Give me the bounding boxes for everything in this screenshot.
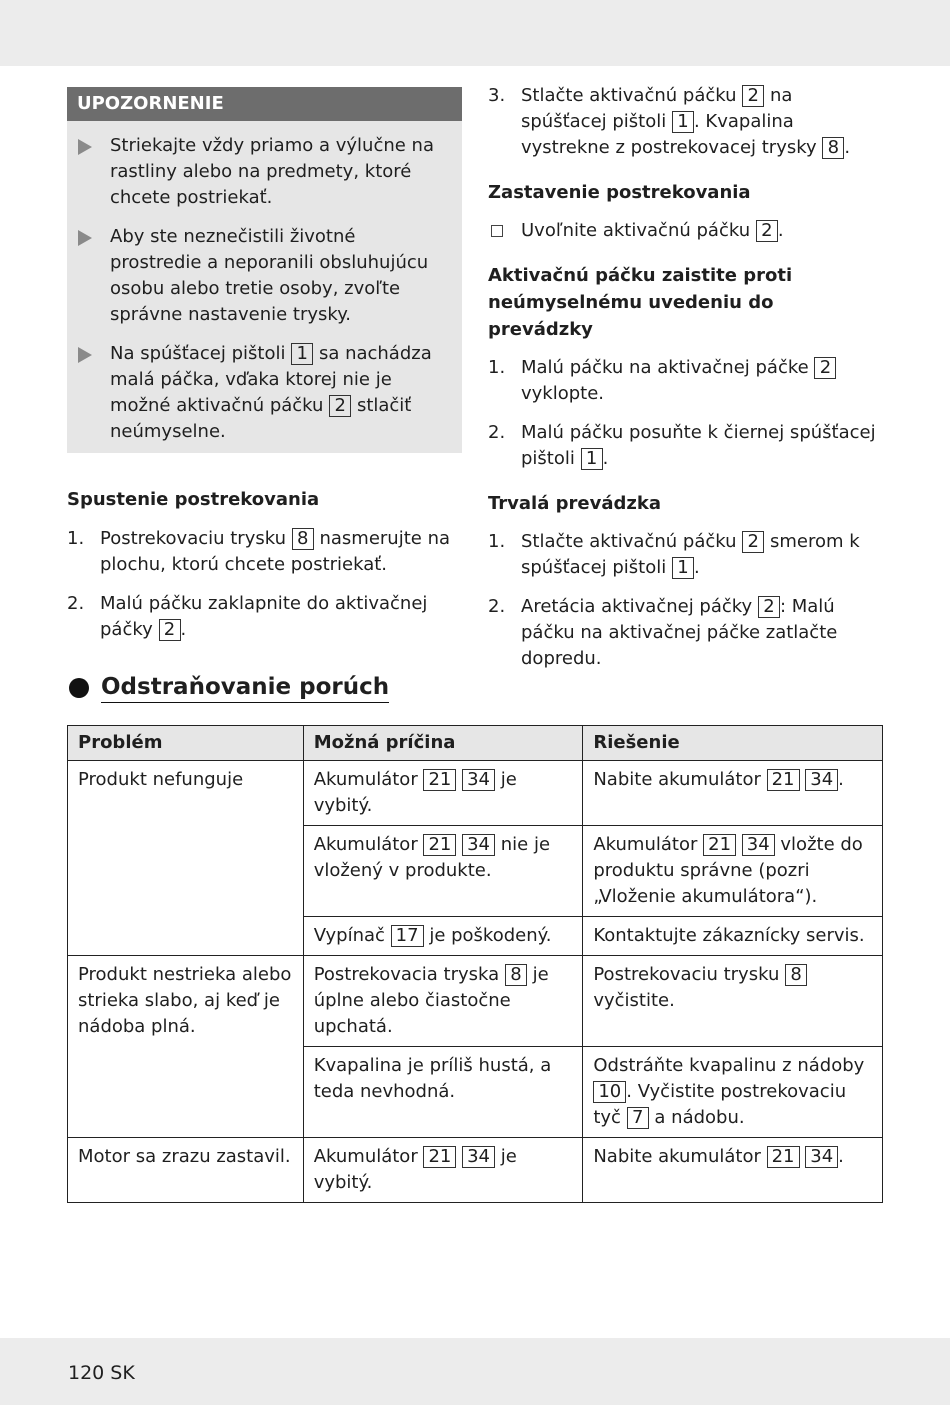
left-column (67, 87, 462, 643)
section-heading: Spustenie postrekovania (67, 489, 320, 510)
troubleshooting-table (67, 725, 883, 1203)
column-header: Riešenie (583, 726, 883, 761)
triangle-bullet-icon (78, 347, 92, 363)
table-header-row (68, 726, 883, 761)
ref-number: 1 (581, 448, 603, 470)
column-header: Problém (68, 726, 304, 761)
warning-item: Striekajte vždy priamo a výlučne na rastliny alebo na predmety, ktoré chcete postriekať. (67, 133, 462, 211)
right-column (488, 83, 883, 672)
triangle-bullet-icon (78, 139, 92, 155)
table-row (68, 761, 883, 826)
solution-cell: Nabite akumulátor 21 34 . (583, 761, 883, 826)
warning-title: UPOZORNENIE (67, 87, 462, 121)
ref-number: 1 (291, 343, 313, 365)
ref-number: 2 (742, 85, 764, 107)
section-heading: Zastavenie postrekovania (488, 182, 751, 203)
list-item: 1. Postrekovaciu trysku 8 nasmerujte na plochu, ktorú chcete postriekať. (67, 528, 451, 575)
list-item: 2. Malú páčku zaklapnite do aktivačnej páčky 2 . (67, 593, 428, 640)
warning-item: Na spúšťacej pištoli 1 sa nachádza malá páčka, vďaka ktorej nie je možné aktivačnú páčku 2 stlačiť neúmyselne. (67, 341, 462, 449)
ref-number: 2 (329, 395, 351, 417)
list-item: 2. Malú páčku posuňte k čiernej spúšťacej pištoli 1 . (488, 422, 876, 469)
list-item: 1. Stlačte aktivačnú páčku 2 smerom k spúšťacej pištoli 1 . (488, 531, 860, 578)
solution-cell: Kontaktujte zákaznícky servis. (583, 917, 883, 956)
cause-cell: Kvapalina je príliš hustá, a teda nevhodná. (303, 1047, 583, 1138)
bullet-dot-icon (69, 678, 89, 698)
footer-band (0, 1338, 950, 1405)
cause-cell: Akumulátor 21 34 je vybitý. (303, 761, 583, 826)
warning-box (67, 87, 462, 453)
ref-number: 2 (758, 596, 780, 618)
section-heading: Trvalá prevádzka (488, 493, 661, 514)
page-number: 120 SK (68, 1362, 135, 1384)
list-item: 2. Aretácia aktivačnej páčky 2 : Malú páčku na aktivačnej páčke zatlačte dopredu. (488, 596, 838, 669)
problem-cell: Produkt nestrieka alebo strieka slabo, aj keď je nádoba plná. (68, 956, 304, 1138)
solution-cell: Odstráňte kvapalinu z nádoby 10 . Vyčistite postrekovaciu tyč 7 a nádobu. (583, 1047, 883, 1138)
solution-cell: Postrekovaciu trysku 8 vyčistite. (583, 956, 883, 1047)
ref-number: 1 (672, 557, 694, 579)
table-row (68, 956, 883, 1047)
cause-cell: Postrekovacia tryska 8 je úplne alebo čiastočne upchatá. (303, 956, 583, 1047)
cause-cell: Vypínač 17 je poškodený. (303, 917, 583, 956)
problem-cell: Motor sa zrazu zastavil. (68, 1138, 304, 1203)
ref-number: 8 (822, 137, 844, 159)
triangle-bullet-icon (78, 230, 92, 246)
solution-cell: Nabite akumulátor 21 34 . (583, 1138, 883, 1203)
ref-number: 2 (742, 531, 764, 553)
list-item: 3. Stlačte aktivačnú páčku 2 na spúšťacej pištoli 1 . Kvapalina vystrekne z postrekovacej trysky 8 . (488, 85, 851, 158)
ref-number: 2 (756, 220, 778, 242)
column-header: Možná príčina (303, 726, 583, 761)
ref-number: 2 (159, 619, 181, 641)
section-heading: Aktivačnú páčku zaistite proti neúmyselnému uvedeniu do prevádzky (488, 265, 793, 340)
ref-number: 2 (814, 357, 836, 379)
ref-number: 1 (672, 111, 694, 133)
table-row (68, 1138, 883, 1203)
list-item: 1. Malú páčku na aktivačnej páčke 2 vyklopte. (488, 355, 883, 407)
list-item: Uvoľnite aktivačnú páčku 2 . (488, 218, 883, 244)
ref-number: 8 (292, 528, 314, 550)
cause-cell: Akumulátor 21 34 je vybitý. (303, 1138, 583, 1203)
warning-item: Aby ste neznečistili životné prostredie a neporanili obsluhujúcu osobu alebo tretie osoby, zvoľte správne nastavenie trysky. (67, 224, 462, 328)
header-band (0, 0, 950, 66)
solution-cell: Akumulátor 21 34 vložte do produktu správne (pozri „Vloženie akumulátora“). (583, 826, 883, 917)
checkbox-bullet-icon (491, 225, 503, 237)
section-title-text: Odstraňovanie porúch (101, 672, 389, 703)
problem-cell: Produkt nefunguje (68, 761, 304, 956)
cause-cell: Akumulátor 21 34 nie je vložený v produkte. (303, 826, 583, 917)
